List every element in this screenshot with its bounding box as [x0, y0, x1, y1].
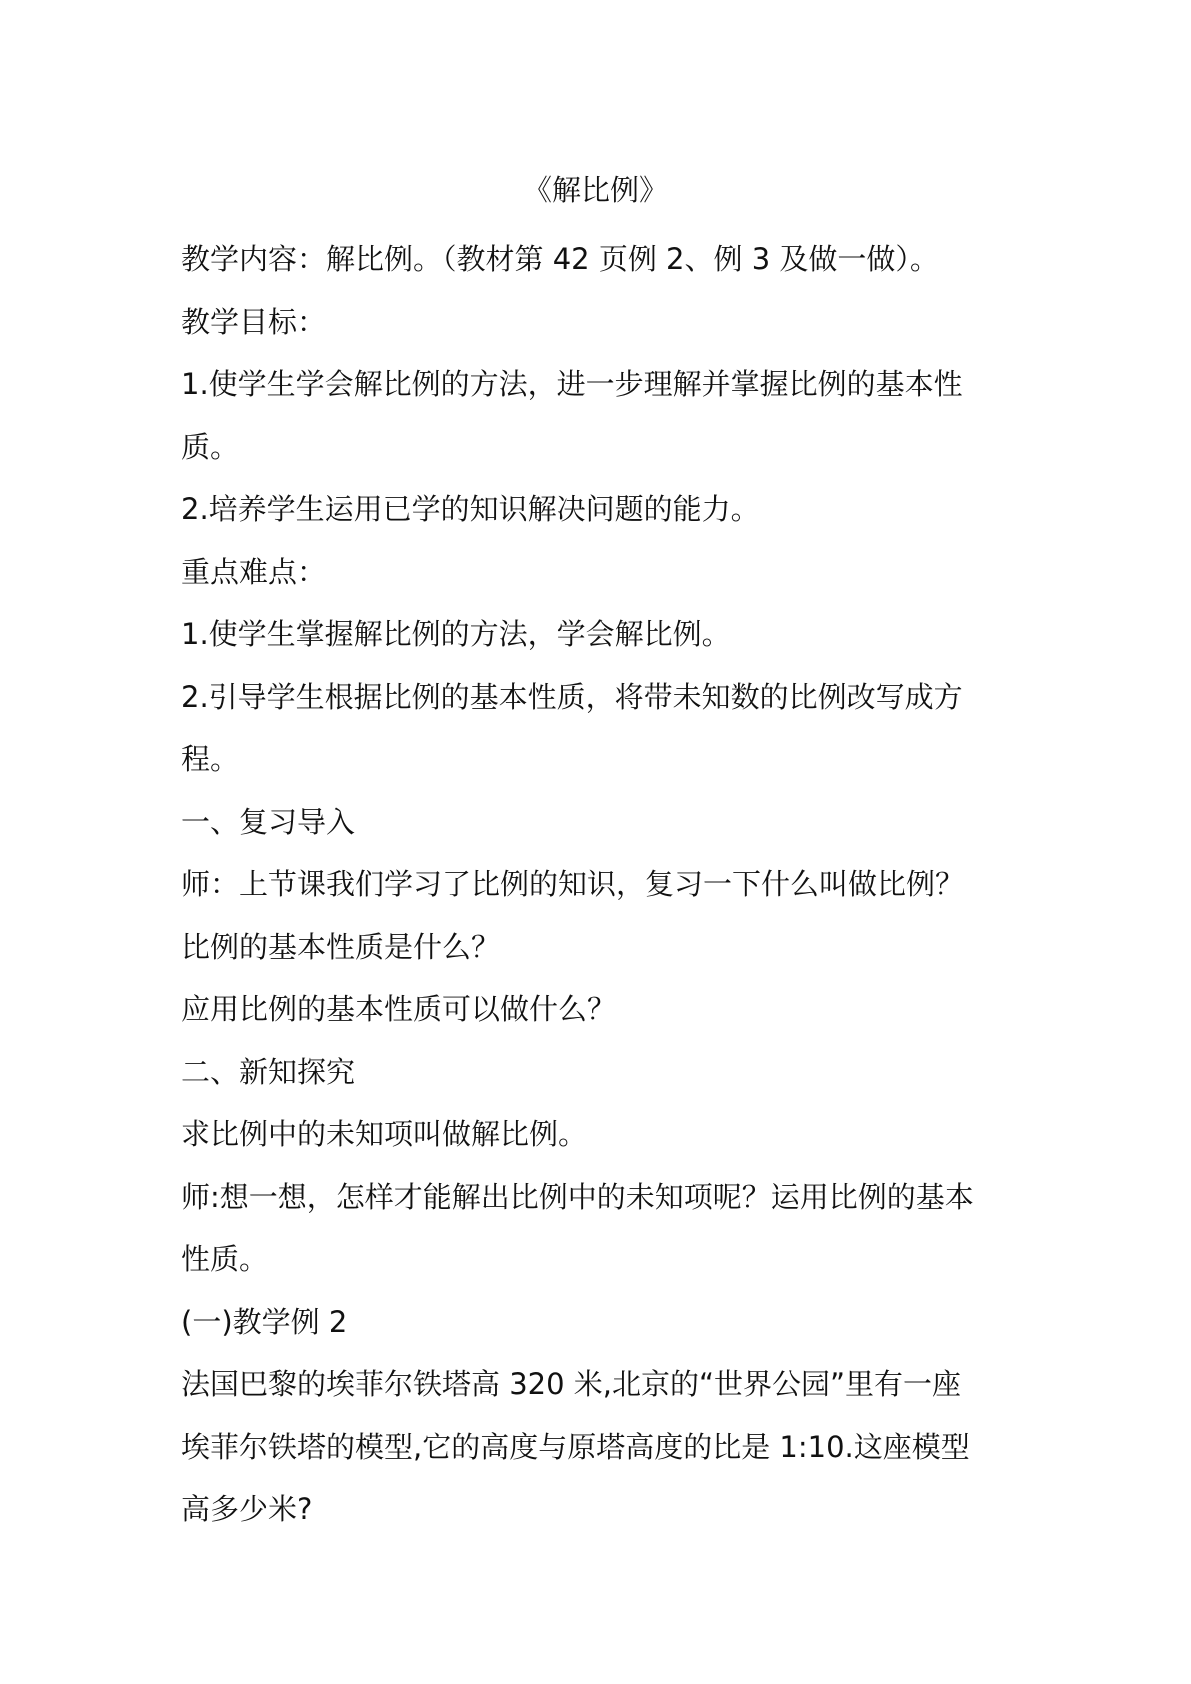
teacher-question-line-continued: 比例的基本性质是什么？: [181, 929, 501, 964]
teaching-content-line: 教学内容：解比例。（教材第 42 页例 2、例 3 及做一做）。: [181, 242, 939, 276]
key-point-2-line: 2.引导学生根据比例的基本性质，将带未知数的比例改写成方: [181, 679, 963, 714]
goal-2-line: 2.培养学生运用已学的知识解决问题的能力。: [181, 492, 760, 526]
section-review-heading: 一、复习导入: [181, 804, 356, 839]
key-point-1-line: 1.使学生掌握解比例的方法，学会解比例。: [181, 617, 731, 651]
teacher-prompt-line: 师:想一想，怎样才能解出比例中的未知项呢？运用比例的基本: [181, 1179, 974, 1214]
goal-1-line-continued: 质。: [181, 429, 240, 464]
key-points-heading: 重点难点：: [181, 554, 327, 589]
teaching-goals-heading: 教学目标：: [181, 304, 327, 339]
example-2-text-line-2: 埃菲尔铁塔的模型,它的高度与原塔高度的比是 1:10.这座模型: [181, 1429, 970, 1464]
goal-1-line: 1.使学生学会解比例的方法，进一步理解并掌握比例的基本性: [181, 367, 963, 401]
example-2-text-line-3: 高多少米?: [181, 1492, 313, 1526]
example-2-text-line-1: 法国巴黎的埃菲尔铁塔高 320 米,北京的“世界公园”里有一座: [181, 1367, 962, 1401]
document-body: [181, 228, 1021, 1541]
key-point-2-line-continued: 程。: [181, 742, 240, 776]
teacher-prompt-line-continued: 性质。: [181, 1242, 269, 1276]
teacher-question-line: 师：上节课我们学习了比例的知识，复习一下什么叫做比例？: [181, 867, 965, 901]
application-question-line: 应用比例的基本性质可以做什么？: [181, 992, 617, 1026]
example-2-heading: (一)教学例 2: [181, 1304, 348, 1339]
section-new-knowledge-heading: 二、新知探究: [181, 1054, 356, 1089]
document-title: 《解比例》: [522, 173, 668, 207]
definition-line: 求比例中的未知项叫做解比例。: [181, 1117, 588, 1151]
